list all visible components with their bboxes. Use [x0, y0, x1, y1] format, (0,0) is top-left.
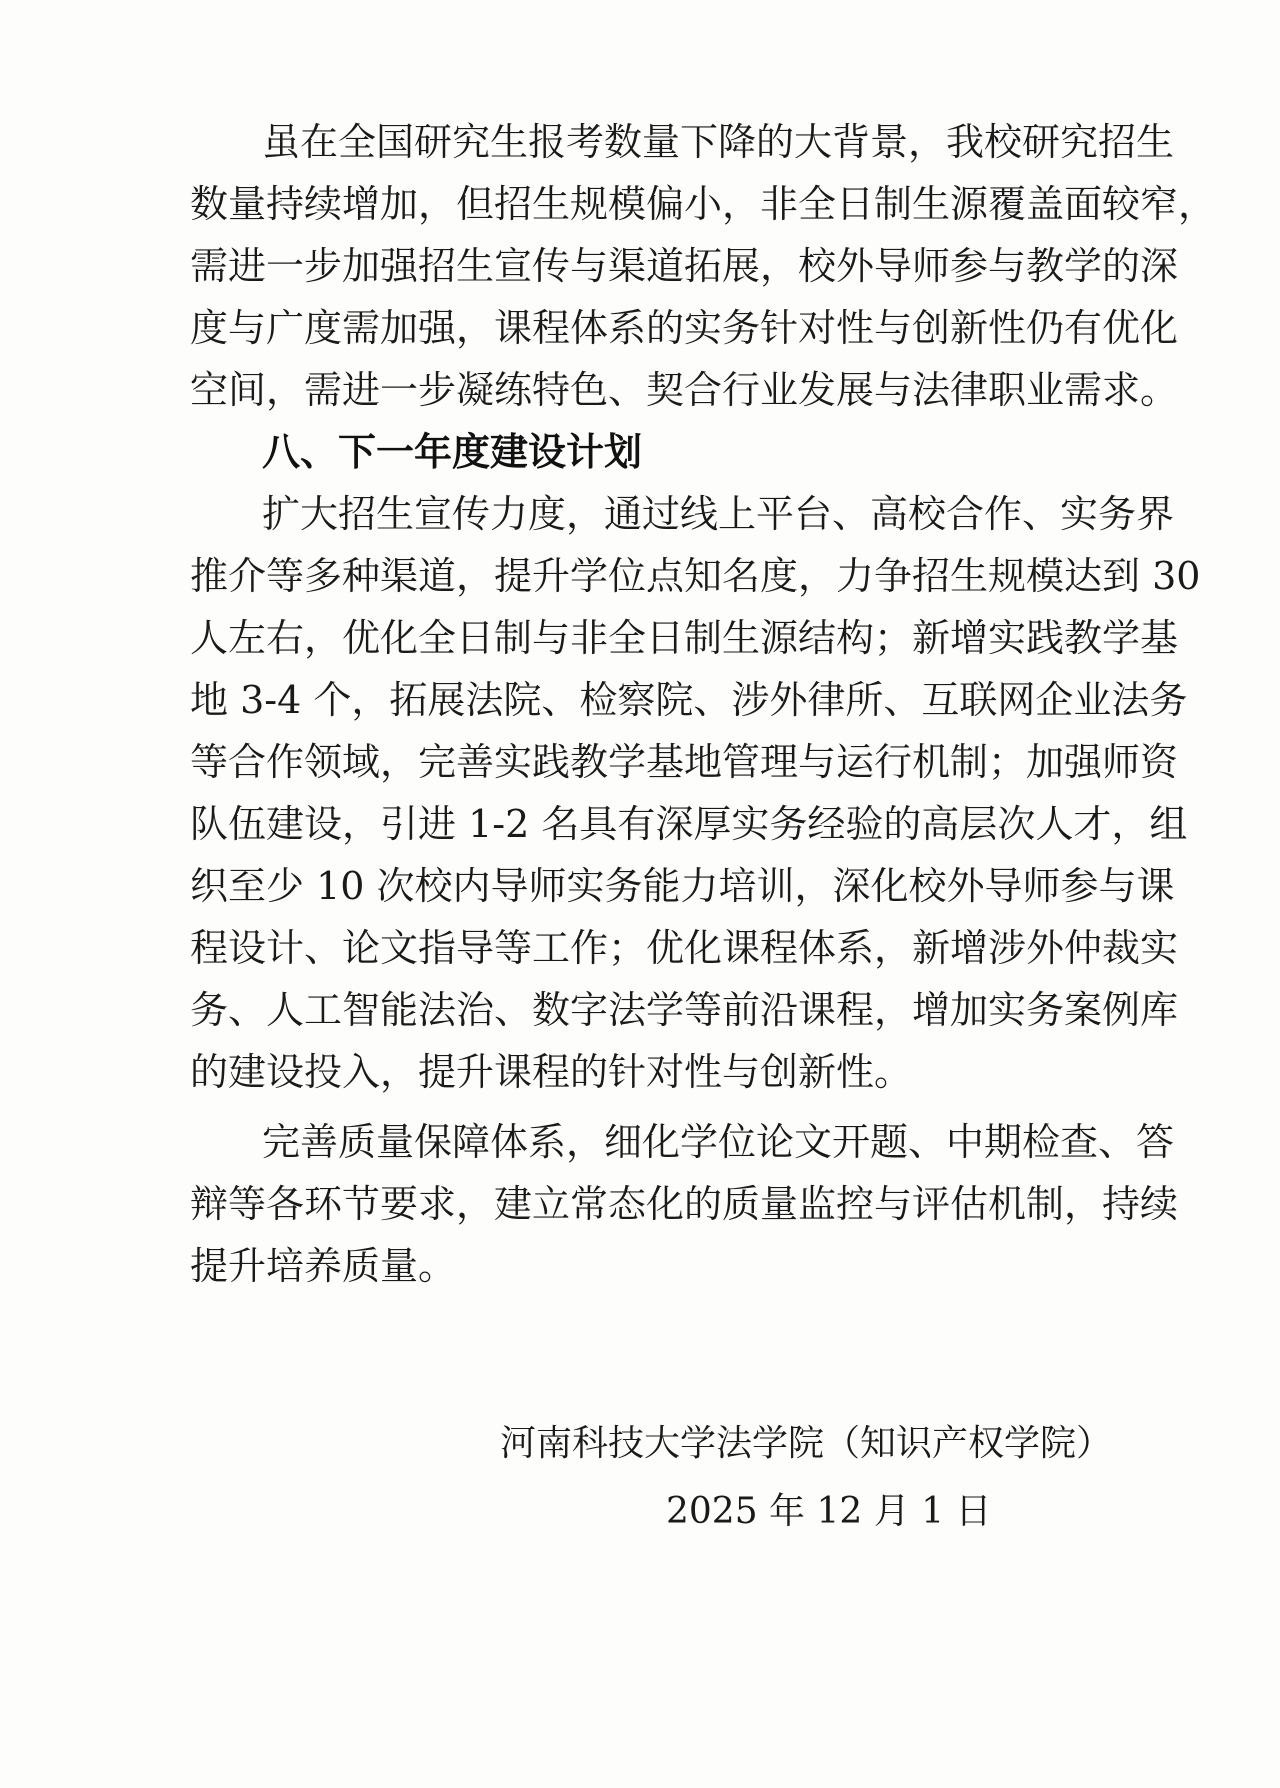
paragraph-line: 等合作领域，完善实践教学基地管理与运行机制；加强师资 — [190, 740, 1179, 784]
section-heading: 八、下一年度建设计划 — [262, 430, 643, 474]
paragraph-line: 虽在全国研究生报考数量下降的大背景，我校研究招生 — [262, 120, 1175, 164]
signature-date: 2025 年 12 月 1 日 — [666, 1491, 992, 1532]
paragraph-line: 地 3-4 个，拓展法院、检察院、涉外律所、互联网企业法务 — [190, 678, 1188, 722]
paragraph-line: 推介等多种渠道，提升学位点知名度，力争招生规模达到 30 — [190, 554, 1201, 598]
paragraph-line: 度与广度需加强，课程体系的实务针对性与创新性仍有优化 — [190, 306, 1179, 350]
paragraph-line: 的建设投入，提升课程的针对性与创新性。 — [190, 1050, 913, 1094]
paragraph-line: 织至少 10 次校内导师实务能力培训，深化校外导师参与课 — [190, 864, 1175, 908]
paragraph-line: 程设计、论文指导等工作；优化课程体系，新增涉外仲裁实 — [190, 926, 1179, 970]
paragraph-line: 提升培养质量。 — [190, 1244, 457, 1288]
paragraph-line: 数量持续增加，但招生规模偏小，非全日制生源覆盖面较窄， — [190, 182, 1217, 226]
paragraph-line: 完善质量保障体系，细化学位论文开题、中期检查、答 — [262, 1120, 1175, 1164]
signature-organization: 河南科技大学法学院（知识产权学院） — [500, 1423, 1113, 1464]
paragraph-line: 人左右，优化全日制与非全日制生源结构；新增实践教学基 — [190, 616, 1179, 660]
paragraph-line: 务、人工智能法治、数字法学等前沿课程，增加实务案例库 — [190, 988, 1179, 1032]
paragraph-line: 空间，需进一步凝练特色、契合行业发展与法律职业需求。 — [190, 368, 1179, 412]
paragraph-line: 队伍建设，引进 1-2 名具有深厚实务经验的高层次人才，组 — [190, 802, 1188, 846]
paragraph-line: 扩大招生宣传力度，通过线上平台、高校合作、实务界 — [262, 492, 1175, 536]
paragraph-line: 需进一步加强招生宣传与渠道拓展，校外导师参与教学的深 — [190, 244, 1179, 288]
paragraph-line: 辩等各环节要求，建立常态化的质量监控与评估机制，持续 — [190, 1182, 1179, 1226]
